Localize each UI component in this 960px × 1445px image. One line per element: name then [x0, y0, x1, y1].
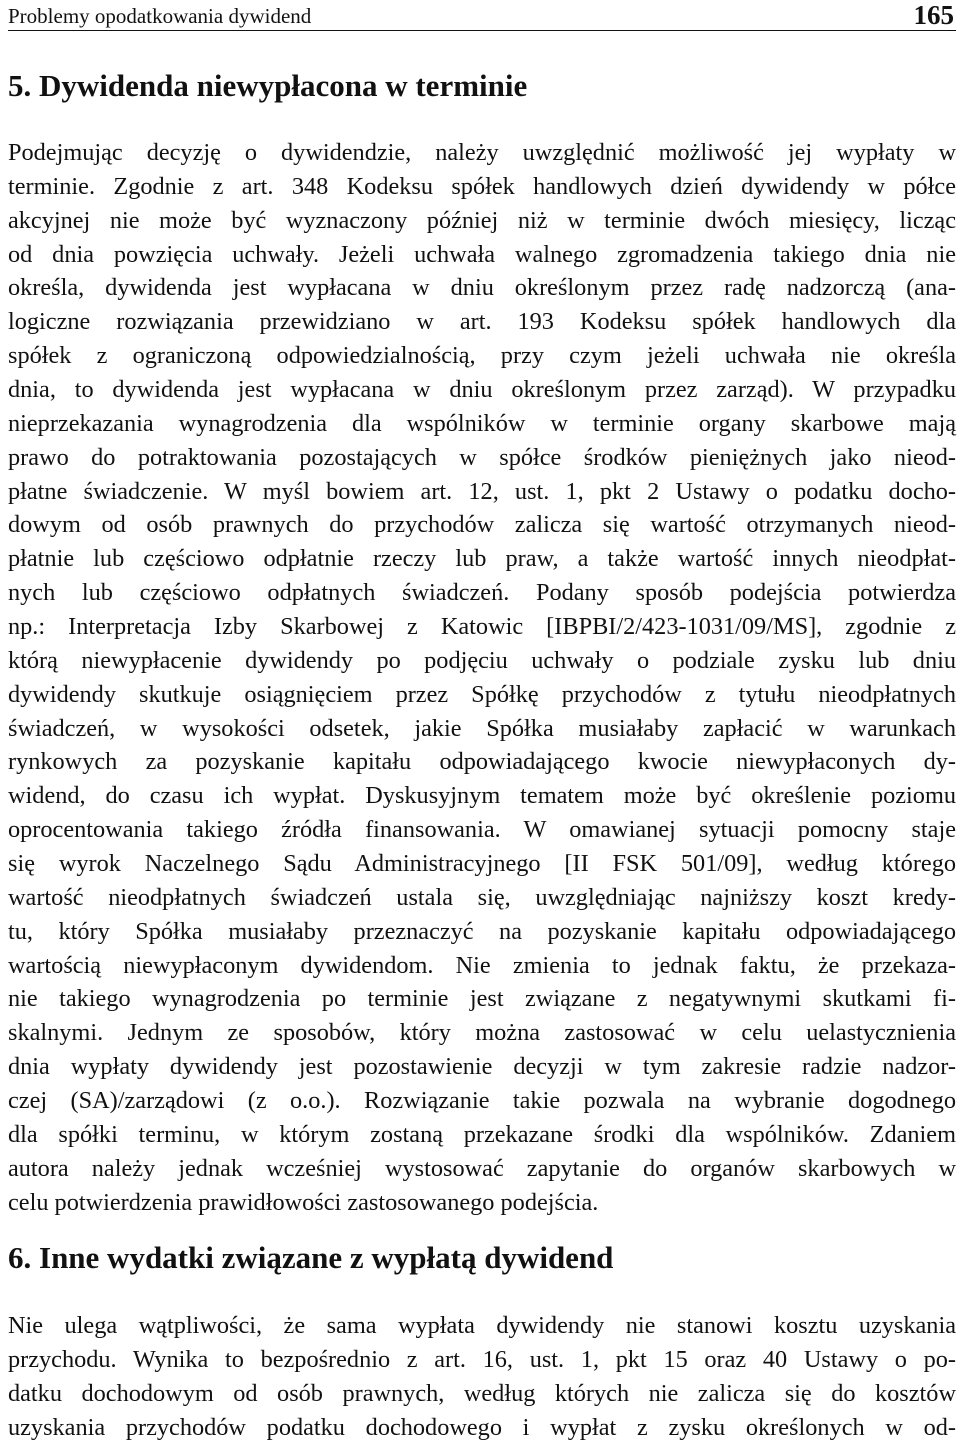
text-line: płatne świadczenie. W myśl bowiem art. 12, ust. 1, pkt 2 Ustawy o podatku docho-: [8, 477, 956, 505]
text-line: widend, do czasu ich wypłat. Dyskusyjnym tematem może być określenie poziomu: [8, 782, 956, 810]
section-5-paragraph: [8, 136, 956, 1220]
text-line: którą niewypłacenie dywidendy po podjęciu uchwały o podziale zysku lub dniu: [8, 646, 956, 674]
text-line: Podejmując decyzję o dywidendzie, należy uwzględnić możliwość jej wypłaty w: [8, 139, 956, 166]
page-number: 165: [913, 0, 954, 30]
text-line: nych lub częściowo odpłatnych świadczeń. Podany sposób podejścia potwierdza: [8, 579, 956, 607]
text-line: uzyskania przychodów podatku dochodowego i wypłat z zysku określonych w od-: [8, 1413, 956, 1441]
text-line: przychodu. Wynika to bezpośrednio z art. 16, ust. 1, pkt 15 oraz 40 Ustawy o po-: [8, 1345, 956, 1373]
running-header: [8, 2, 956, 31]
text-line: prawo do potraktowania pozostających w spółce środków pieniężnych jako nieod-: [8, 443, 956, 471]
text-line: dla spółki terminu, w którym zostaną przekazane środki dla wspólników. Zdaniem: [8, 1120, 956, 1148]
text-line: celu potwierdzenia prawidłowości zastosowanego podejścia.: [8, 1188, 599, 1216]
text-line: czej (SA)/zarządowi (z o.o.). Rozwiązanie takie pozwala na wybranie dogodnego: [8, 1087, 956, 1115]
text-line: terminie. Zgodnie z art. 348 Kodeksu spółek handlowych dzień dywidendy w półce: [8, 172, 956, 200]
running-title: Problemy opodatkowania dywidend: [8, 4, 312, 28]
document-page: [8, 0, 956, 1445]
text-line: od dnia powzięcia uchwały. Jeżeli uchwała walnego zgromadzenia takiego dnia nie: [8, 240, 956, 268]
text-line: tu, który Spółka musiałaby przeznaczyć na pozyskanie kapitału odpowiadającego: [8, 917, 956, 945]
text-line: dnia, to dywidenda jest wypłacana w dniu określonym przez zarząd). W przypadku: [8, 376, 956, 404]
section-5-heading: 5. Dywidenda niewypłacona w terminie: [8, 68, 528, 103]
text-line: wartość nieodpłatnych świadczeń ustala się, uwzględniając najniższy koszt kredy-: [8, 883, 956, 911]
text-line: skalnymi. Jednym ze sposobów, który można zastosować w celu uelastycznienia: [8, 1019, 956, 1047]
text-line: spółek z ograniczoną odpowiedzialnością, przy czym jeżeli uchwała nie określa: [8, 342, 956, 370]
text-line: świadczeń, w wysokości odsetek, jakie Spółka musiałaby zapłacić w warunkach: [8, 714, 956, 742]
text-line: dywidendy skutkuje osiągnięciem przez Spółkę przychodów z tytułu nieodpłatnych: [8, 680, 956, 708]
text-line: nie takiego wynagrodzenia po terminie jest związane z negatywnymi skutkami fi-: [8, 985, 956, 1013]
text-line: dowym od osób prawnych do przychodów zalicza się wartość otrzymanych nieod-: [8, 511, 956, 539]
text-line: np.: Interpretacja Izby Skarbowej z Katowic [IBPBI/2/423-1031/09/MS], zgodnie z: [8, 613, 956, 641]
text-line: akcyjnej nie może być wyznaczony później niż w terminie dwóch miesięcy, licząc: [8, 206, 956, 234]
text-line: datku dochodowym od osób prawnych, według których nie zalicza się do kosztów: [8, 1379, 956, 1407]
text-line: dnia wypłaty dywidendy jest pozostawienie decyzji w tym zakresie radzie nadzor-: [8, 1053, 956, 1081]
section-6-heading: 6. Inne wydatki związane z wypłatą dywidend: [8, 1240, 614, 1275]
text-line: określa, dywidenda jest wypłacana w dniu określonym przez radę nadzorczą (ana-: [8, 274, 956, 302]
text-line: oprocentowania takiego źródła finansowania. W omawianej sytuacji pomocny staje: [8, 816, 956, 844]
text-line: Nie ulega wątpliwości, że sama wypłata dywidendy nie stanowi kosztu uzyskania: [8, 1312, 956, 1339]
text-line: się wyrok Naczelnego Sądu Administracyjnego [II FSK 501/09], według którego: [8, 850, 956, 878]
text-line: logiczne rozwiązania przewidziano w art. 193 Kodeksu spółek handlowych dla: [8, 308, 956, 336]
section-6-paragraph: [8, 1309, 956, 1444]
text-line: płatnie lub częściowo odpłatnie rzeczy lub praw, a także wartość innych nieodpłat-: [8, 545, 956, 573]
text-line: nieprzekazania wynagrodzenia dla wspólników w terminie organy skarbowe mają: [8, 409, 956, 437]
text-line: rynkowych za pozyskanie kapitału odpowiadającego kwocie niewypłaconych dy-: [8, 748, 956, 776]
text-line: wartością niewypłaconym dywidendom. Nie zmienia to jednak faktu, że przekaza-: [8, 951, 956, 979]
text-line: autora należy jednak wcześniej wystosować zapytanie do organów skarbowych w: [8, 1154, 956, 1182]
